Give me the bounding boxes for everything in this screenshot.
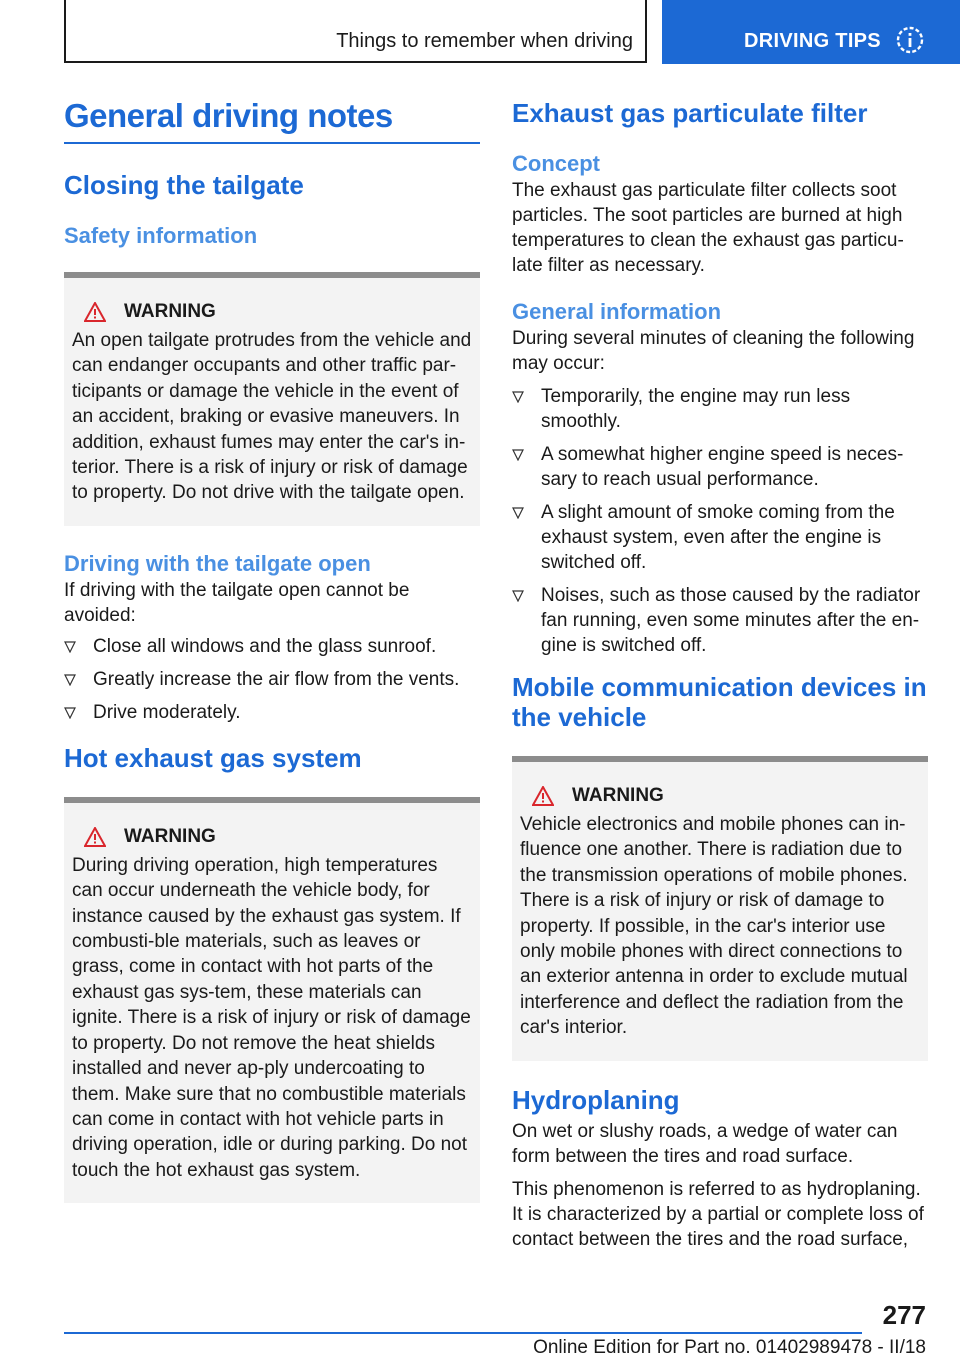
page-title-block <box>64 96 480 144</box>
list-item <box>512 583 928 658</box>
list-item-text: A somewhat higher engine speed is neces‐sary to reach usual performance. <box>541 444 904 490</box>
info-icon <box>896 26 924 54</box>
triangle-bullet-icon <box>512 590 524 602</box>
warning-text: An open tailgate protrudes from the vehicle and can endanger occupants and other traffic par‐ticipants or damage the vehicle in the event of an accident, braking or evasive maneuvers. In addition, exhaust fumes may enter the car's in‐terior. There is a risk of injury or risk of damage to property. Do not drive with the tailgate open. <box>72 330 472 504</box>
triangle-bullet-icon <box>512 391 524 403</box>
list-item <box>512 442 928 492</box>
general-info-heading: General information <box>512 299 722 324</box>
hydroplaning-heading: Hydroplaning <box>512 1084 680 1115</box>
right-column <box>512 96 928 1252</box>
chapter-tab-label: DRIVING TIPS <box>744 30 881 52</box>
page-title: General driving notes <box>64 97 393 134</box>
list-item-text: Noises, such as those caused by the radiator fan running, even some minutes after the en‐gine is switched off. <box>541 585 921 656</box>
list-item <box>64 700 480 725</box>
warning-header <box>520 784 920 808</box>
warning-header <box>72 300 472 324</box>
mobile-warning-box <box>512 756 928 1061</box>
left-column <box>64 96 480 1203</box>
triangle-bullet-icon <box>512 507 524 519</box>
header-section-box <box>64 0 647 63</box>
list-item-text: Close all windows and the glass sunroof. <box>93 635 437 657</box>
tailgate-warning-box <box>64 272 480 526</box>
list-item <box>64 634 480 659</box>
hydroplaning-para-1: On wet or slushy roads, a wedge of water can form between the tires and road surface. <box>512 1120 898 1167</box>
warning-text: During driving operation, high temperatures can occur underneath the vehicle body, for instance caused by the exhaust gas system. If combusti‐ble materials, such as leaves or grass, come in contact with hot parts of the exhaust gas sys‐tem, these materials can ignite. There is a risk of injury or risk of damage to property. Do not remove the heat shields installed and never ap‐ply undercoating to them. Make sure that no combustible materials can come in contact with hot vehicle parts in driving operation, idle or during parking. Do not touch the hot exhaust gas system. <box>72 854 471 1181</box>
warning-label: WARNING <box>572 785 664 806</box>
concept-heading: Concept <box>512 151 600 176</box>
list-item-text: Drive moderately. <box>93 701 241 723</box>
warning-text: Vehicle electronics and mobile phones can in‐fluence one another. There is radiation due to the transmission operations of mobile phones. There is a risk of injury or risk of damage to property. If possible, in the car's interior use only mobile phones with direct connections to an exterior antenna in order to exclude mutual interference and deflect the radiation from the car's interior. <box>520 814 908 1039</box>
list-item <box>512 384 928 434</box>
general-info-text: During several minutes of cleaning the following may occur: <box>512 328 915 374</box>
list-item <box>64 667 480 692</box>
warning-triangle-icon <box>84 827 106 847</box>
mobile-devices-heading: Mobile communication devices in the vehicle <box>512 672 927 732</box>
page-number: 277 <box>882 1300 926 1330</box>
list-item-text: Greatly increase the air flow from the vents. <box>93 668 460 690</box>
list-item-text: A slight amount of smoke coming from the exhaust system, even after the engine is switched off. <box>541 502 895 573</box>
tailgate-open-heading: Driving with the tailgate open <box>64 550 371 576</box>
warning-header <box>72 825 472 849</box>
triangle-bullet-icon <box>512 449 524 461</box>
cleaning-effects-list <box>512 384 928 658</box>
section-title: Things to remember when driving <box>336 30 633 52</box>
safety-info-heading: Safety information <box>64 223 258 248</box>
hot-exhaust-heading: Hot exhaust gas system <box>64 742 362 773</box>
concept-text: The exhaust gas particulate filter collects soot particles. The soot particles are burned at high temperatures to clean the exhaust gas particu‐late filter as necessary. <box>512 180 904 276</box>
warning-label: WARNING <box>124 825 216 847</box>
tailgate-open-list <box>64 634 480 725</box>
tailgate-open-intro: If driving with the tailgate open cannot be avoided: <box>64 579 410 626</box>
particulate-heading: Exhaust gas particulate filter <box>512 98 868 128</box>
footer-rule <box>64 1332 862 1334</box>
triangle-bullet-icon <box>64 707 76 719</box>
exhaust-warning-box <box>64 797 480 1203</box>
closing-tailgate-heading: Closing the tailgate <box>64 170 304 200</box>
edition-note: Online Edition for Part no. 01402989478 - II/18 <box>533 1337 926 1358</box>
warning-triangle-icon <box>84 302 106 322</box>
chapter-tab[interactable] <box>662 0 960 64</box>
list-item-text: Temporarily, the engine may run less smoothly. <box>541 386 851 432</box>
warning-label: WARNING <box>124 301 216 322</box>
triangle-bullet-icon <box>64 641 76 653</box>
warning-triangle-icon <box>532 786 554 806</box>
triangle-bullet-icon <box>64 674 76 686</box>
list-item <box>512 500 928 575</box>
hydroplaning-para-2: This phenomenon is referred to as hydroplaning. It is characterized by a partial or complete loss of contact between the tires and the road surface, <box>512 1178 924 1250</box>
